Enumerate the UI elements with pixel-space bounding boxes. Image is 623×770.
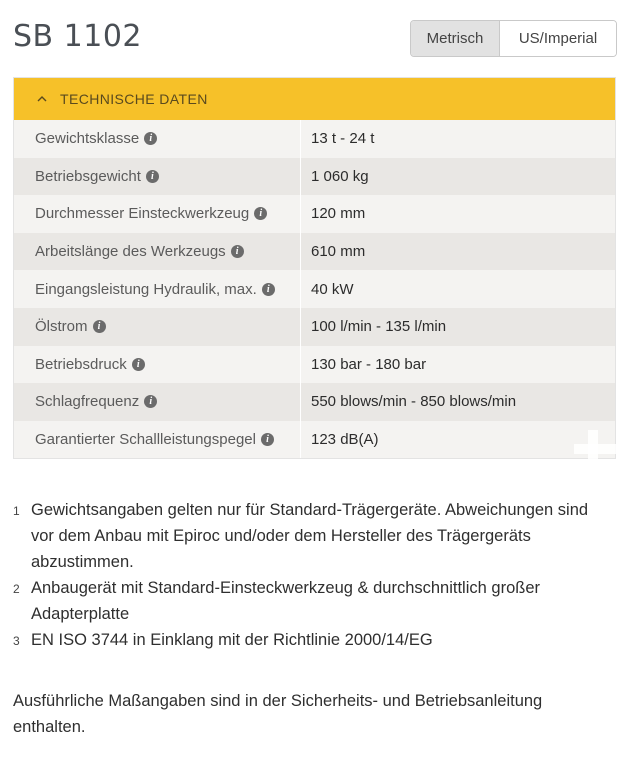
table-row [14,233,615,271]
footnote-item [13,497,613,575]
spec-label: Ölstrom [35,318,88,336]
table-row [14,383,615,421]
watermark-icon [574,430,623,486]
spec-label-cell [14,233,301,271]
spec-label-cell [14,421,301,459]
spec-label: Gewichtsklasse [35,130,140,148]
footnote-item [13,627,613,654]
footnote-number: 1 [13,504,20,518]
table-row [14,270,615,308]
table-row [14,195,615,233]
spec-value: 100 l/min - 135 l/min [311,318,447,336]
table-row [14,158,615,196]
spec-label-cell [14,120,301,158]
imperial-button[interactable]: US/Imperial [500,21,616,56]
spec-value: 610 mm [311,243,366,261]
spec-label: Betriebsdruck [35,355,127,373]
spec-value: 40 kW [311,280,354,298]
spec-label-cell [14,270,301,308]
spec-value: 1 060 kg [311,167,369,185]
chevron-up-icon [36,93,48,105]
spec-label: Eingangsleistung Hydraulik, max. [35,280,257,298]
spec-label: Arbeitslänge des Werkzeugs [35,243,226,261]
spec-label-cell [14,308,301,346]
spec-label-cell [14,383,301,421]
spec-value: 13 t - 24 t [311,130,375,148]
footnote-text: EN ISO 3744 in Einklang mit der Richtlinie 2000/14/EG [31,631,433,649]
info-icon[interactable]: i [261,433,274,446]
table-row [14,346,615,384]
info-icon[interactable]: i [231,245,244,258]
spec-table [13,77,616,459]
spec-value: 123 dB(A) [311,431,379,449]
spec-value: 130 bar - 180 bar [311,355,427,373]
footnote-text: Anbaugerät mit Standard-Einsteckwerkzeug & durchschnittlich großer Adapterplatte [31,579,540,623]
spec-table-title: TECHNISCHE DATEN [60,91,208,107]
footnote-text: Gewichtsangaben gelten nur für Standard-Trägergeräte. Abweichungen sind vor dem Anbau mit Epiroc und/oder dem Hersteller des Trägergeräts abzustimmen. [31,501,589,571]
footnote-item [13,575,613,627]
info-icon[interactable]: i [262,283,275,296]
spec-label: Schlagfrequenz [35,393,140,411]
spec-label-cell [14,346,301,384]
metric-button[interactable]: Metrisch [411,21,500,56]
footnote-number: 3 [13,634,20,648]
page-title: SB 1102 [13,19,143,54]
info-icon[interactable]: i [146,170,159,183]
info-icon[interactable]: i [93,320,106,333]
footnote-number: 2 [13,582,20,596]
dimension-note: Ausführliche Maßangaben sind in der Sicherheits- und Betriebsanleitung enthalten. [13,692,543,736]
spec-label: Garantierter Schallleistungspegel [35,431,256,449]
spec-label-cell [14,158,301,196]
table-row [14,308,615,346]
info-icon[interactable]: i [144,395,157,408]
info-icon[interactable]: i [254,207,267,220]
info-icon[interactable]: i [144,132,157,145]
spec-value: 550 blows/min - 850 blows/min [311,393,517,411]
spec-label-cell [14,195,301,233]
spec-table-header[interactable] [14,78,615,120]
table-row [14,421,615,459]
spec-label: Betriebsgewicht [35,167,141,185]
info-icon[interactable]: i [132,358,145,371]
unit-toggle [410,20,617,57]
spec-label: Durchmesser Einsteckwerkzeug [35,205,250,223]
table-row [14,120,615,158]
spec-value: 120 mm [311,205,366,223]
footnote-list [13,497,613,654]
